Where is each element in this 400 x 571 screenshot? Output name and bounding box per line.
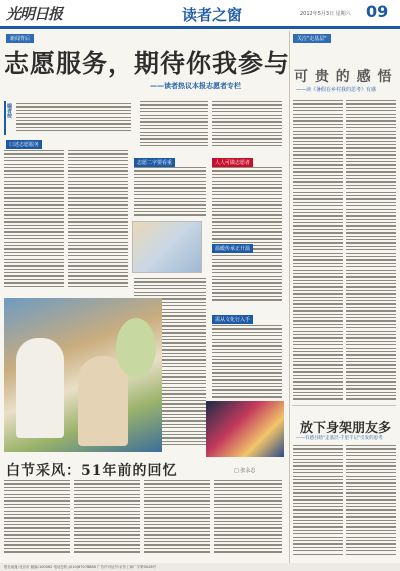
subhead-5: 需从文化行入手: [212, 315, 253, 324]
masthead-rule: [0, 26, 400, 29]
editor-note-label: 编者按: [6, 103, 12, 118]
page-footer: 报社地址:北京市 邮编:100062 电话总机:(010)67078888 广告许可证号:京东工商广字第0028号: [0, 563, 400, 571]
article-text-col-2: [140, 101, 208, 148]
subhead-1: 口述志愿服务: [6, 140, 42, 149]
article-text-col-f: [212, 325, 282, 400]
page-number: 09: [366, 2, 389, 21]
right-text-col-2: [346, 100, 396, 402]
bottom-byline: □ 张永志: [234, 468, 256, 474]
section-title: 读者之窗: [182, 6, 243, 24]
article-text-col-a: [4, 150, 64, 289]
right-subheadline: ——读《暑假在乡村我的思考》有感: [296, 87, 377, 93]
editor-note: [4, 101, 134, 135]
newspaper-logo: 光明日报: [6, 5, 63, 23]
subhead-4: 温暖传承正升温: [212, 244, 253, 253]
section-tag: 新闻背后: [6, 34, 34, 43]
article-text-col-c: [134, 167, 206, 218]
subhead-2: 志愿二字要看重: [134, 158, 175, 167]
right-text-col-4: [346, 445, 396, 557]
bottom-headline: 白节采风：51年前的回忆: [6, 463, 178, 479]
right-subheadline-2: ——有感目睹"走基层·千里千记"引发的思考: [296, 436, 383, 441]
subhead-3: 人人可做志愿者: [212, 158, 253, 167]
article-text-col-b: [68, 150, 128, 289]
right-divider: [292, 405, 396, 406]
main-headline: 志愿服务，期待你我参与: [4, 49, 291, 78]
issue-date: 2012年5月3日 星期六: [300, 11, 351, 17]
volunteers-photo: [4, 298, 162, 452]
right-headline: 可 贵 的 感 悟: [294, 69, 393, 85]
right-section-tag: 关注"走基层": [293, 34, 331, 43]
performance-photo: [206, 401, 284, 457]
bottom-text-col-3: [144, 480, 210, 555]
bottom-text-col-4: [214, 480, 282, 555]
right-text-col-1: [293, 100, 343, 402]
right-headline-2: 放下身架朋友多: [300, 421, 392, 436]
main-subheadline: ——读者热议本报志愿者专栏: [150, 82, 241, 90]
editor-note-text: [16, 103, 131, 134]
masthead: [0, 0, 400, 26]
bottom-text-col-2: [74, 480, 140, 555]
bottom-text-col-1: [4, 480, 70, 555]
article-text-col-d: [212, 167, 282, 303]
article-text-col-3: [212, 101, 282, 148]
right-text-col-3: [293, 445, 343, 557]
newspaper-clipping-image: [132, 221, 202, 273]
